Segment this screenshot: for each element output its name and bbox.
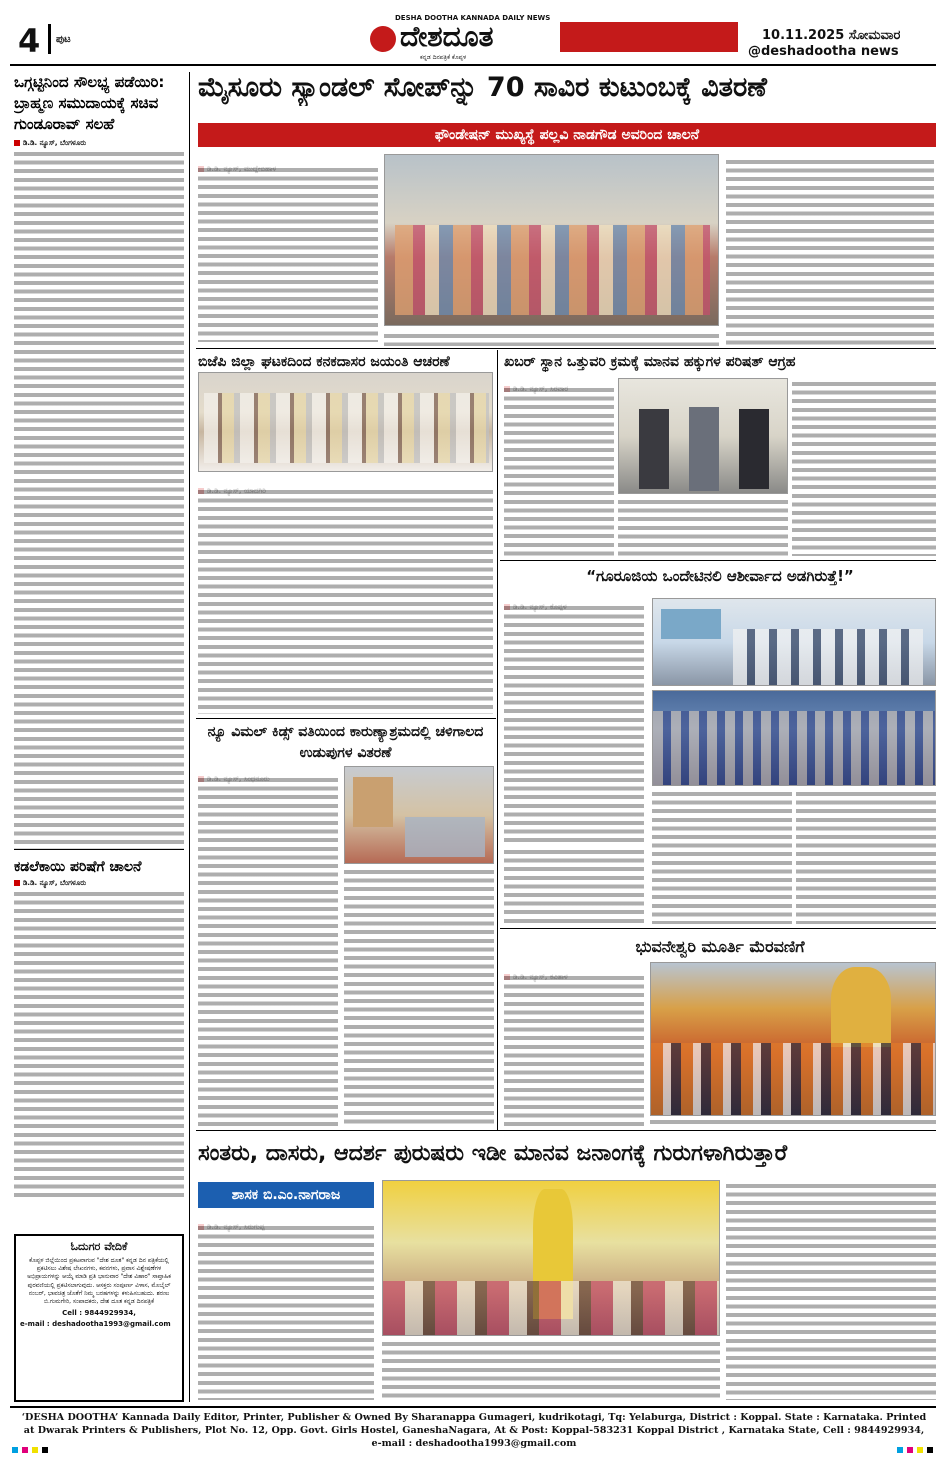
left-story2-headline: ಕಡಲೆಕಾಯಿ ಪರಿಷೆಗೆ ಚಾಲನೆ xyxy=(14,859,142,875)
left-column xyxy=(14,72,184,1402)
khabar-body-left xyxy=(504,386,614,556)
bottom-tag: ಶಾಸಕ ಬಿ.ಎಂ.ನಾಗರಾಜ xyxy=(198,1182,374,1208)
mid-left-story1-headline: ಬಿಜೆಪಿ ಜಿಲ್ಲಾ ಘಟಕದಿಂದ ಕನಕದಾಸರ ಜಯಂತಿ ಆಚರಣೆ xyxy=(198,354,450,370)
lead-body-left xyxy=(198,166,378,342)
bottom-body-mid xyxy=(382,1340,720,1400)
masthead-band xyxy=(560,22,738,52)
guruji-photo-top xyxy=(652,598,936,686)
mid-left-rule xyxy=(196,718,496,719)
left-story1-byline: ಡಿ.ಡಿ. ನ್ಯೂಸ್, ಬೆಂಗಳೂರು xyxy=(14,139,184,148)
vimal-photo xyxy=(344,766,494,864)
khabar-body-mid xyxy=(618,498,788,556)
tagline: ಕನ್ನಡ ದಿನಪತ್ರಿಕೆ ಕೊಪ್ಪಳ xyxy=(420,54,467,61)
registration-marks xyxy=(0,1444,945,1456)
lead-body-bottom xyxy=(384,332,719,346)
left-story1-body xyxy=(14,150,184,850)
mid-right-rule1 xyxy=(500,560,936,561)
bhuvan-body-left xyxy=(504,974,644,1126)
bjp-body xyxy=(198,488,493,714)
guruji-body-right xyxy=(796,790,936,924)
readers-box-title: ಓದುಗರ ವೇದಿಕೆ xyxy=(70,1240,128,1253)
page-divider xyxy=(48,24,51,54)
guruji-photo-bottom xyxy=(652,690,936,786)
guruji-body-left-lower xyxy=(504,848,644,924)
bottom-photo xyxy=(382,1180,720,1336)
footer-rule xyxy=(10,1406,936,1408)
lead-headline: ಮೈಸೂರು ಸ್ಯಾಂಡಲ್ ಸೋಪ್‌ನ್ನು 70 ಸಾವಿರ ಕುಟುಂಬಕ್ಕೆ ವಿತರಣೆ xyxy=(198,72,767,103)
readers-box xyxy=(14,1234,184,1402)
page-number: 4 xyxy=(18,22,41,60)
bhuvan-caption xyxy=(650,1118,936,1126)
bjp-photo xyxy=(198,372,493,472)
left-story2-byline: ಡಿ.ಡಿ. ನ್ಯೂಸ್, ಬೆಂಗಳೂರು xyxy=(14,879,184,888)
handle: @deshadootha news xyxy=(748,44,899,59)
khabar-body-right xyxy=(792,380,936,556)
left-story2-body xyxy=(14,890,184,1200)
logo-icon xyxy=(370,26,396,52)
khabar-photo xyxy=(618,378,788,494)
mid-right-rule2 xyxy=(500,928,936,929)
bottom-body-left xyxy=(198,1224,374,1400)
lead-body-right xyxy=(726,158,934,346)
logo-text: ದೇಶದೂತ xyxy=(400,20,494,53)
readers-box-email: e-mail : deshadootha1993@gmail.com xyxy=(20,1320,171,1329)
bottom-body-right xyxy=(726,1182,936,1400)
readers-box-cell: Cell : 9844929934, xyxy=(62,1309,136,1318)
vimal-body-left xyxy=(198,776,338,1126)
readers-box-text: ಕೊಪ್ಪಳ ಜಿಲ್ಲೆಯಿಂದ ಪ್ರಕಟವಾಗುವ "ದೇಶ ದೂತ" ಕನ್ನಡ ದಿನ ಪತ್ರಿಕೆಯಲ್ಲಿ ಪ್ರಕಟಿಸಲು ವಿಶೇಷ ಲೇಖನಗಳು, ಕವನಗಳು, ಪ್ರವಾಸ ವಿಶ್ಲೇಷಣೆಗಳ ಅಭಿಪ್ರಾಯಗಳನ್ನು ಆಯ್ಕೆ ಮಾಡಿ ಪ್ರತಿ ಭಾನುವಾರ "ದೇಶ ವಿಹಾರ" ಸಾಪ್ತಾಹಿಕ ಪುರವಣಿಯಲ್ಲಿ ಪ್ರಕಟಿಸಲಾಗುವುದು. ಆಸಕ್ತರು ಸಂಪೂರ್ಣ ವಿಳಾಸ, ಮೊಬೈಲ್ ನಂಬರ್, ಭಾವಚಿತ್ರ ಜೊತೆಗೆ ನಿಮ್ಮ ಬರಹಗಳನ್ನು ಕಳುಹಿಸಬಹುದು. ಶರಣು ಬಿ.ಗುಮಗೇರಿ, ಸಂಪಾದಕರು, ದೇಶ ದೂತ ಕನ್ನಡ ದಿನಪತ್ರಿಕೆ xyxy=(27,1257,171,1306)
lead-rule xyxy=(196,348,936,349)
bottom-headline: ಸಂತರು, ದಾಸರು, ಆದರ್ಶ ಪುರುಷರು ಇಡೀ ಮಾನವ ಜನಾಂಗಕ್ಕೆ ಗುರುಗಳಾಗಿರುತ್ತಾರೆ xyxy=(198,1141,788,1166)
guruji-body-mid xyxy=(652,790,792,924)
mid-right-story2-headline: “ಗೂರೂಜಿಯ ಒಂದೇಟಿನಲಿ ಆಶೀರ್ವಾದ ಅಡಗಿರುತ್ತೆ!” xyxy=(586,567,854,585)
mid-right-story3-headline: ಭುವನೇಶ್ವರಿ ಮೂರ್ತಿ ಮೆರವಣಿಗೆ xyxy=(635,937,805,956)
lead-subhead: ಫೌಂಡೇಷನ್ ಮುಖ್ಯಸ್ಥೆ ಪಲ್ಲವಿ ನಾಡಗೌಡ ಅವರಿಂದ ಚಾಲನೆ xyxy=(198,123,936,147)
lead-photo xyxy=(384,154,719,326)
mid-right-story1-headline: ಖಬರ್ ಸ್ಥಾನ ಒತ್ತುವರಿ ಕ್ರಮಕ್ಕೆ ಮಾನವ ಹಕ್ಕುಗಳ ಪರಿಷತ್ ಆಗ್ರಹ xyxy=(504,354,796,370)
left-story1-headline: ಒಗ್ಗಟ್ಟಿನಿಂದ ಸೌಲಭ್ಯ ಪಡೆಯಿರಿ: ಬ್ರಾಹ್ಮಣ ಸಮುದಾಯಕ್ಕೆ ಸಚಿವ ಗುಂಡೂರಾವ್ ಸಲಹೆ xyxy=(14,73,165,133)
footer-imprint: ‘DESHA DOOTHA’ Kannada Daily Editor, Printer, Publisher & Owned By Sharanappa Gumageri, kudrikotagi, Tq: Yelaburga, District : Koppal. State : Karnataka. Printed at Dwarak Printers & Publishers, Plot No. 12, Opp. Govt. Girls Hostel, GaneshaNagara, At & Post: Koppal-583231 Koppal District , Karnataka State, Cell : 9844929934, e-mail : deshadootha1993@gmail.com xyxy=(21,1412,927,1449)
mid-left-story2-headline: ನ್ಯೂ ವಿಮಲ್ ಕಿಡ್ಸ್ ವತಿಯಿಂದ ಕಾರುಣ್ಯಾಶ್ರಮದಲ್ಲಿ ಚಳಿಗಾಲದ ಉಡುಪುಗಳ ವಿತರಣೆ xyxy=(207,724,484,761)
bottom-story-rule xyxy=(196,1130,936,1131)
page-label: ಪುಟ xyxy=(56,34,71,45)
masthead xyxy=(0,0,945,68)
bhuvan-photo xyxy=(650,962,936,1116)
mid-column-rule xyxy=(497,350,498,1130)
date: 10.11.2025 ಸೋಮವಾರ xyxy=(762,28,901,43)
vimal-body-right xyxy=(344,868,494,1126)
paper-name-en: DESHA DOOTHA KANNADA DAILY NEWS xyxy=(395,14,551,22)
left-column-rule xyxy=(189,72,190,1402)
guruji-body-left xyxy=(504,604,644,844)
masthead-rule xyxy=(10,64,936,66)
logo xyxy=(370,20,570,62)
left-divider xyxy=(14,849,184,850)
